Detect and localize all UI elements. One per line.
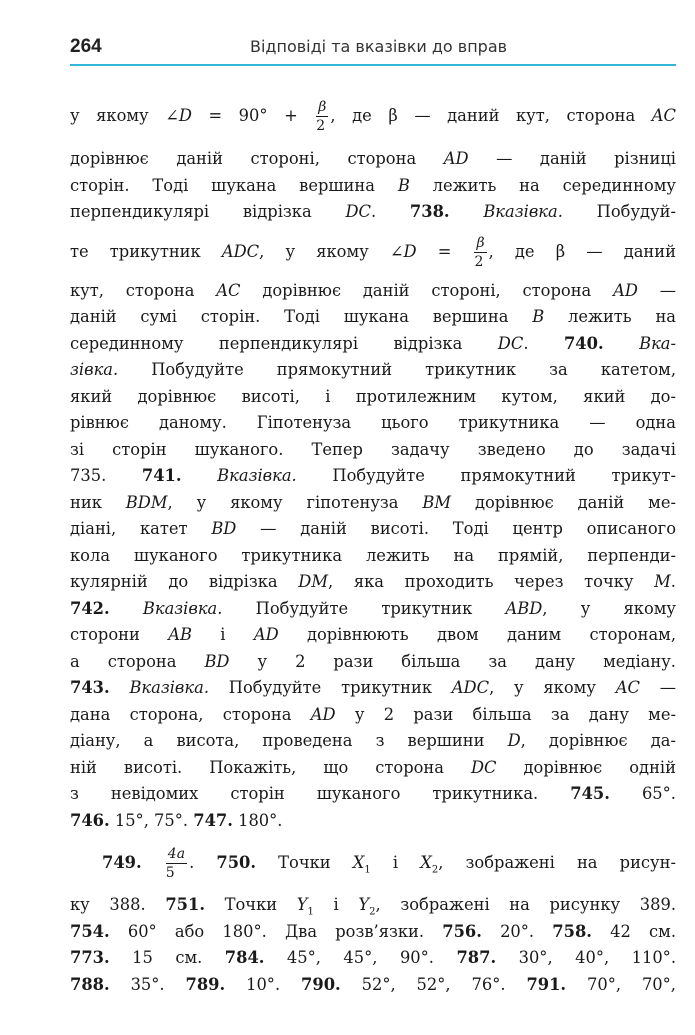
fraction: $\frac{\beta}{2}$	[316, 99, 327, 134]
text-line: 735. 741. Вказівка. Побудуйте прямокутний трикут-	[70, 466, 676, 485]
text-line: який дорівнює висоті, і протилежним кутом, який до-	[70, 386, 676, 406]
text-line: ник BDM, у якому гіпотенуза BM дорівнює даній ме-	[70, 492, 676, 512]
text-line: зівка. Побудуйте прямокутний трикутник за катетом,	[70, 360, 676, 379]
text-line: зі сторін шуканого. Тепер задачу зведено до задачі	[70, 439, 676, 459]
page-number: 264	[70, 36, 102, 57]
text-line: 754. 60° або 180°. Два розв’язки. 756. 20°. 758. 42 см.	[70, 921, 676, 941]
text-line: даній сумі сторін. Тоді шукана вершина B лежить на	[70, 307, 676, 326]
answers-text	[70, 88, 676, 998]
text-line: 749. $\frac{4a}{5}$ . 750. Точки $X_1$ і $X_2$, зображені на рисун-	[102, 846, 676, 881]
page-header	[70, 36, 676, 64]
text-line: перпендикулярі відрізка DC. 738. Вказівка. Побудуй-	[70, 202, 676, 221]
text-line: 743. Вказівка. Побудуйте трикутник ADC, у якому AC —	[70, 678, 676, 697]
text-line: 746. 15°, 75°. 747. 180°.	[70, 810, 283, 830]
text-line: дорівнює даній стороні, сторона AD — даній різниці	[70, 149, 676, 168]
text-line: діані, катет BD — даній висоті. Тоді центр описаного	[70, 519, 676, 538]
text-line: з невідомих сторін шуканого трикутника. 745. 65°.	[70, 784, 676, 803]
text-line: сторін. Тоді шукана вершина B лежить на серединному	[70, 175, 676, 195]
text-line: а сторона BD у 2 рази більша за дану медіану.	[70, 651, 676, 671]
running-title: Відповіді та вказівки до вправ	[250, 37, 508, 56]
fraction: $\frac{\beta}{2}$	[474, 234, 485, 270]
header-rule	[70, 64, 676, 66]
text-line: дана сторона, сторона AD у 2 рази більша за дану ме-	[70, 704, 676, 724]
text-line: діану, а висота, проведена з вершини D, дорівнює да-	[70, 731, 676, 750]
text-line: кут, сторона AC дорівнює даній стороні, сторона AD —	[70, 280, 676, 300]
text-line: 742. Вказівка. Побудуйте трикутник ABD, у якому	[70, 598, 676, 618]
text-line: рівнює даному. Гіпотенуза цього трикутника — одна	[70, 413, 676, 432]
text-line: кулярній до відрізка DM, яка проходить через точку M.	[70, 572, 676, 591]
text-line: серединному перпендикулярі відрізка DC. 740. Вка-	[70, 333, 676, 353]
text-line: у якому ∠D = 90° + $\frac{\beta}{2}$ , де β — даний кут, сторона AC	[70, 99, 676, 134]
text-line: 788. 35°. 789. 10°. 790. 52°, 52°, 76°. 791. 70°, 70°,	[70, 974, 676, 994]
text-line: ку 388. 751. Точки $Y_1$ і $Y_2$, зображені на рисунку 389.	[70, 895, 676, 918]
text-line: сторони AB і AD дорівнюють двом даним сторонам,	[70, 625, 676, 644]
text-line: ній висоті. Покажіть, що сторона DC дорівнює одній	[70, 757, 676, 777]
fraction: $\frac{4a}{5}$	[165, 846, 186, 881]
text-line: 773. 15 см. 784. 45°, 45°, 90°. 787. 30°, 40°, 110°.	[70, 948, 676, 967]
text-line: те трикутник ADC, у якому ∠D = $\frac{\beta}{2}$ , де β — даний	[70, 234, 676, 270]
text-line: кола шуканого трикутника лежить на прямій, перпенди-	[70, 545, 676, 565]
